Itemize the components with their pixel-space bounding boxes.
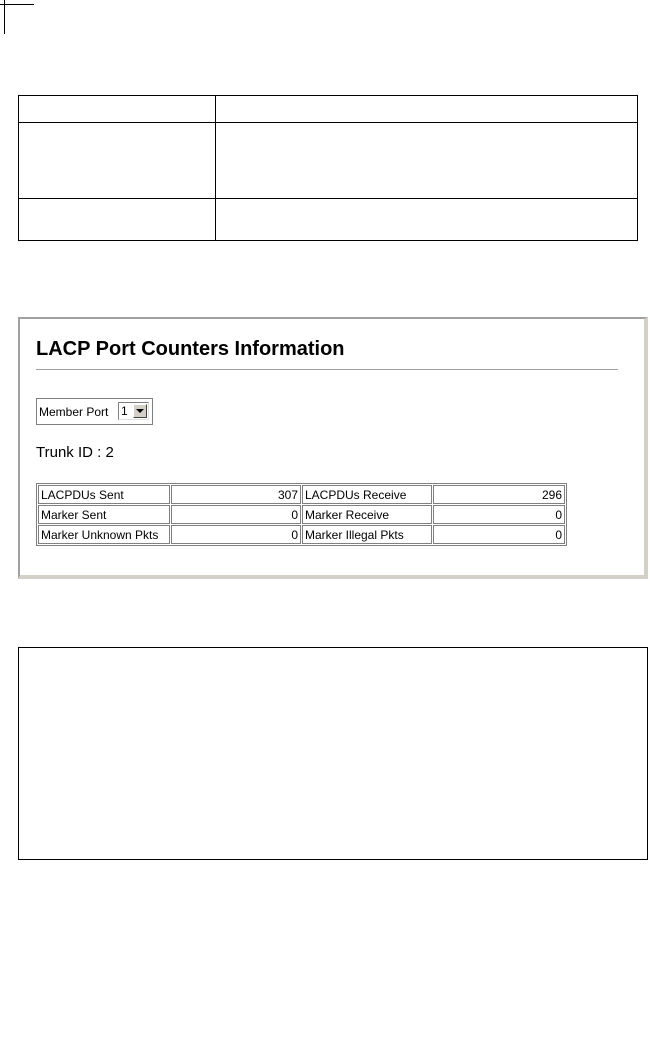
title-divider [36,369,618,371]
table-row [38,485,565,504]
example-box [18,647,648,860]
counter-label: LACPDUs Sent [38,485,170,504]
ref-cell [216,96,638,123]
counter-label: Marker Illegal Pkts [302,525,432,544]
lacp-counters-screenshot [18,317,648,579]
member-port-label: Member Port [39,405,109,419]
counter-label: Marker Unknown Pkts [38,525,170,544]
crop-mark [0,0,34,34]
ref-cell [216,199,638,241]
counter-label: LACPDUs Receive [302,485,432,504]
counter-value: 0 [171,525,301,544]
member-port-selector [36,398,153,425]
counter-value: 0 [171,505,301,524]
counter-value: 296 [433,485,565,504]
member-port-select[interactable] [118,402,149,420]
counters-table [36,483,567,546]
ref-cell [19,96,216,123]
counter-value: 0 [433,525,565,544]
counter-label: Marker Receive [302,505,432,524]
table-row [38,525,565,544]
member-port-value: 1 [121,404,128,418]
ref-cell [19,123,216,199]
chevron-down-icon[interactable] [133,404,147,418]
counter-value: 0 [433,505,565,524]
trunk-id: Trunk ID : 2 [36,444,114,461]
ref-cell [19,199,216,241]
counter-label: Marker Sent [38,505,170,524]
page-title: LACP Port Counters Information [36,338,345,360]
ref-cell [216,123,638,199]
reference-table [18,95,638,241]
table-row [38,505,565,524]
counter-value: 307 [171,485,301,504]
